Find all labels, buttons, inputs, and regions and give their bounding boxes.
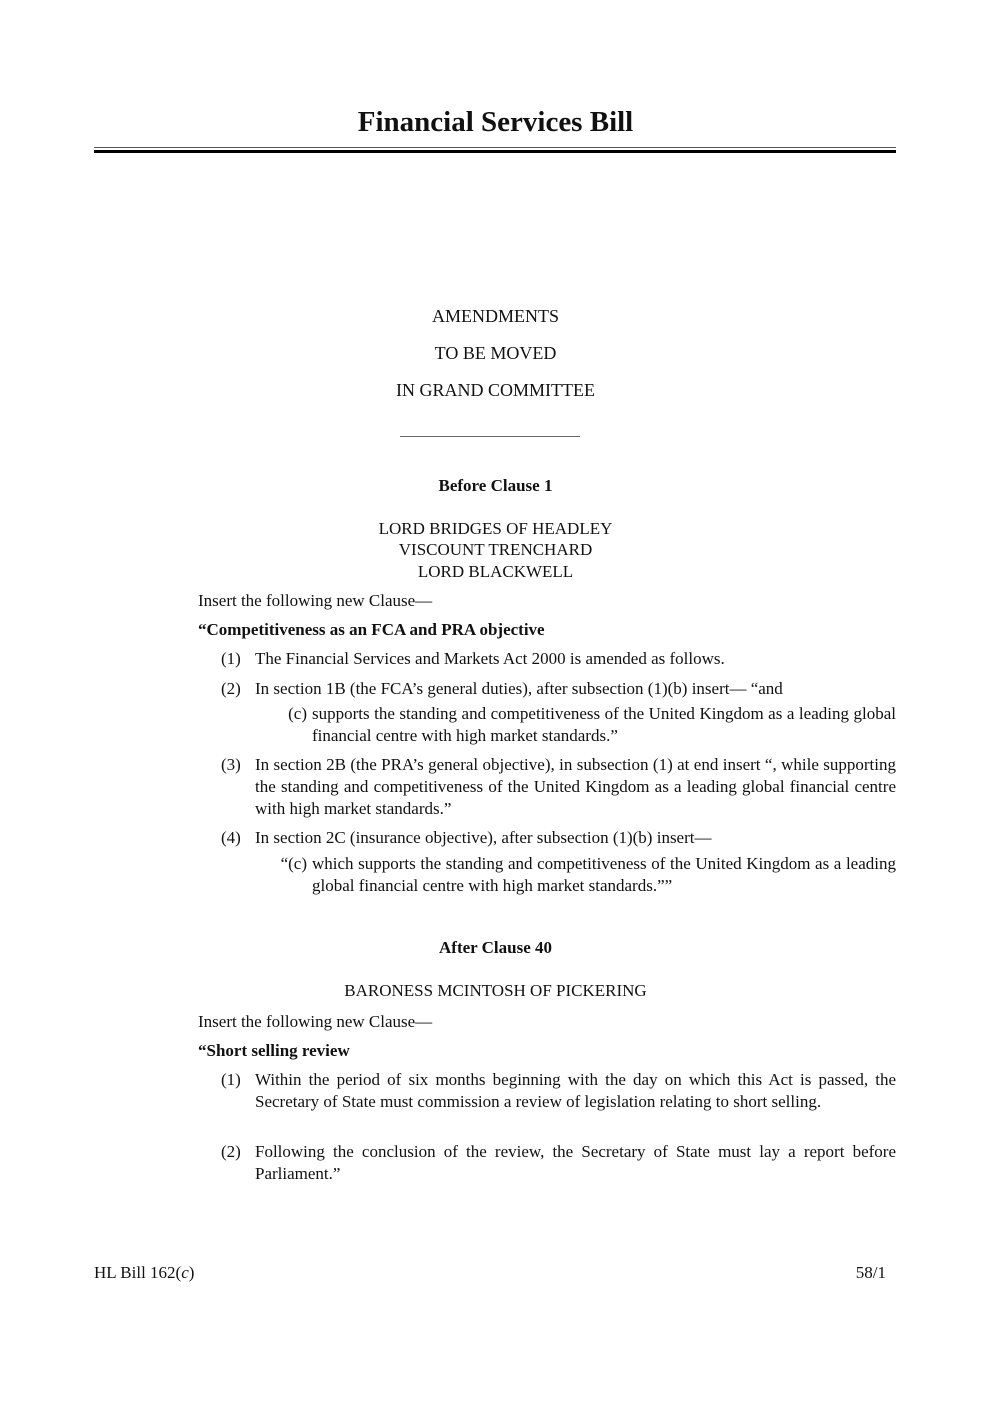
paragraph-number: “(c) <box>280 854 307 873</box>
amendment-2-instruction: Insert the following new Clause— <box>198 1012 433 1031</box>
amendment-2-subsection-2 <box>221 1141 896 1185</box>
subsection-number: (2) <box>221 679 241 698</box>
subsection-text: In section 2C (insurance objective), after subsection (1)(b) insert— <box>255 828 712 847</box>
amendment-2-clause-heading: “Short selling review <box>198 1041 350 1060</box>
header-to-be-moved: TO BE MOVED <box>434 343 557 363</box>
amendment-2-position: After Clause 40 <box>439 938 552 957</box>
paragraph-text: supports the standing and competitiveness of the United Kingdom as a leading global financial centre with high market standards.” <box>312 704 896 745</box>
amendment-1-subsection-2 <box>221 678 896 700</box>
amendment-1-subsection-4-paragraph-c <box>255 853 896 897</box>
subsection-text: Following the conclusion of the review, the Secretary of State must lay a report before Parliament.” <box>255 1142 896 1183</box>
amendment-1-subsection-4 <box>221 827 896 849</box>
subsection-number: (1) <box>221 649 241 668</box>
subsection-text: In section 2B (the PRA’s general objective), in subsection (1) at end insert “, while supporting the standing and competitiveness of the United Kingdom as a leading global financial centre with high market standards.” <box>255 755 896 818</box>
footer-bill-reference <box>94 1263 194 1283</box>
amendment-1-mover-3: LORD BLACKWELL <box>417 562 574 581</box>
bill-ref-letter: c <box>181 1263 189 1282</box>
subsection-number: (1) <box>221 1070 241 1089</box>
amendment-2-mover-1: BARONESS MCINTOSH OF PICKERING <box>344 981 647 1000</box>
amendment-1-clause-heading: “Competitiveness as an FCA and PRA objective <box>198 620 545 639</box>
title-rule-thin <box>94 147 896 148</box>
amendment-1-subsection-3 <box>221 754 896 820</box>
amendment-1-position: Before Clause 1 <box>438 476 553 495</box>
subsection-number: (4) <box>221 828 241 847</box>
header-grand-committee: IN GRAND COMMITTEE <box>396 380 595 400</box>
bill-ref-prefix: HL Bill 162( <box>94 1263 182 1282</box>
amendment-1-mover-2: VISCOUNT TRENCHARD <box>398 540 593 559</box>
amendment-1-mover-1: LORD BRIDGES OF HEADLEY <box>378 519 613 538</box>
amendment-2-subsection-1 <box>221 1069 896 1113</box>
paragraph-text: which supports the standing and competitiveness of the United Kingdom as a leading global financial centre with high market standards.”” <box>312 854 896 895</box>
header-amendments: AMENDMENTS <box>431 306 559 326</box>
subsection-text: In section 1B (the FCA’s general duties), after subsection (1)(b) insert— “and <box>255 679 783 698</box>
page-title: Financial Services Bill <box>357 106 634 138</box>
subsection-text: The Financial Services and Markets Act 2000 is amended as follows. <box>255 649 725 668</box>
amendment-1-subsection-2-paragraph-c <box>255 703 896 747</box>
subsection-number: (3) <box>221 755 241 774</box>
title-rule-thick <box>94 150 896 153</box>
amendment-1-subsection-1 <box>221 648 896 670</box>
header-divider <box>400 436 580 437</box>
paragraph-number: (c) <box>288 704 307 723</box>
subsection-number: (2) <box>221 1142 241 1161</box>
footer-page-reference: 58/1 <box>855 1263 886 1282</box>
subsection-text: Within the period of six months beginning with the day on which this Act is passed, the Secretary of State must commission a review of legislation relating to short selling. <box>255 1070 896 1111</box>
bill-ref-suffix: ) <box>188 1263 195 1282</box>
amendment-1-instruction: Insert the following new Clause— <box>198 591 433 610</box>
